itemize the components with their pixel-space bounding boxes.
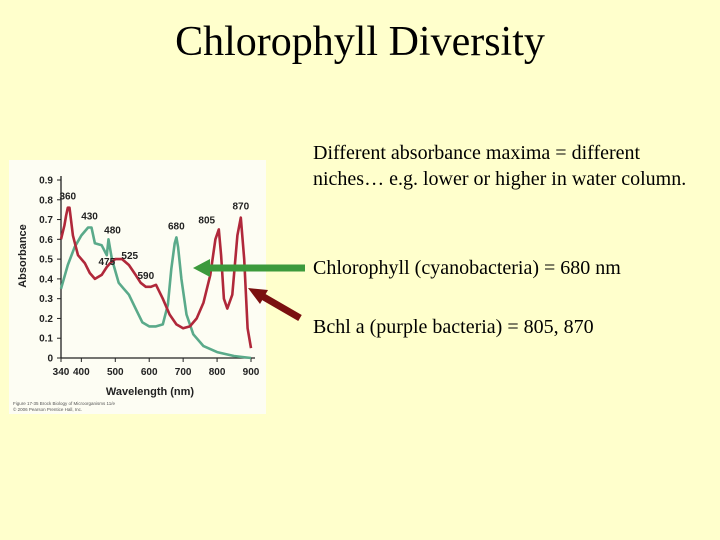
y-tick-label: 0.3 bbox=[39, 294, 53, 306]
bullet-bchl-a: Bchl a (purple bacteria) = 805, 870 bbox=[313, 316, 594, 338]
y-tick-label: 0.4 bbox=[39, 274, 53, 286]
bullet-chlorophyll: Chlorophyll (cyanobacteria) = 680 nm bbox=[313, 257, 621, 279]
slide-title: Chlorophyll Diversity bbox=[175, 19, 545, 65]
figure-caption-line-1: Figure 17-35 Brock Biology of Microorganisms 11/e bbox=[13, 401, 115, 406]
y-tick-label: 0.5 bbox=[39, 254, 53, 266]
x-tick-label: 800 bbox=[208, 367, 226, 378]
y-tick-label: 0.9 bbox=[39, 175, 53, 187]
y-axis-label: Absorbance bbox=[17, 224, 29, 288]
y-tick-label: 0.7 bbox=[39, 215, 53, 227]
peak-label-360: 360 bbox=[59, 191, 77, 203]
absorbance-chart bbox=[9, 160, 266, 414]
x-tick-label: 900 bbox=[242, 367, 260, 378]
peak-label-480: 480 bbox=[104, 225, 121, 237]
x-tick-label: 500 bbox=[106, 367, 124, 378]
figure-caption-line-2: © 2006 Pearson Prentice Hall, Inc. bbox=[13, 407, 83, 412]
x-tick-label: 400 bbox=[73, 367, 90, 378]
y-tick-label: 0.2 bbox=[39, 313, 53, 325]
x-tick-label: 340 bbox=[52, 367, 70, 378]
y-tick-label: 0 bbox=[47, 353, 53, 365]
peak-label-475: 475 bbox=[98, 257, 116, 269]
y-tick-label: 0.8 bbox=[39, 195, 53, 207]
bullet-absorbance-maxima: Different absorbance maxima = different niches… e.g. lower or higher in water column. bbox=[313, 142, 687, 190]
peak-label-680: 680 bbox=[168, 221, 185, 233]
peak-label-805: 805 bbox=[198, 215, 216, 227]
peak-label-870: 870 bbox=[232, 201, 250, 213]
x-axis-label: Wavelength (nm) bbox=[105, 386, 195, 398]
peak-label-430: 430 bbox=[81, 211, 98, 223]
y-tick-label: 0.6 bbox=[39, 234, 53, 246]
absorbance-figure bbox=[9, 160, 266, 414]
peak-label-525: 525 bbox=[121, 251, 139, 263]
peak-label-590: 590 bbox=[137, 270, 155, 282]
y-tick-label: 0.1 bbox=[39, 333, 53, 345]
x-tick-label: 600 bbox=[140, 367, 158, 378]
x-tick-label: 700 bbox=[174, 367, 192, 378]
